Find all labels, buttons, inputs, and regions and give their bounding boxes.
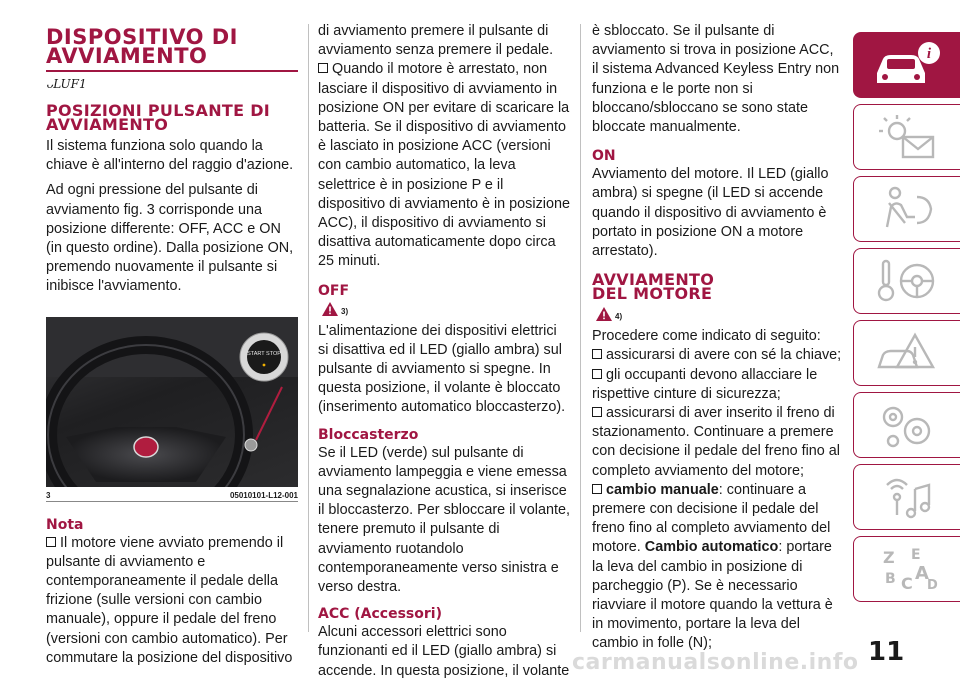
tab-maintenance[interactable] bbox=[853, 392, 960, 458]
start-button-label: START STOP bbox=[247, 350, 281, 357]
dashboard-illustration bbox=[46, 317, 298, 487]
warning-ref-number: 4) bbox=[615, 312, 623, 322]
svg-text:B: B bbox=[885, 571, 896, 587]
acc-text: Alcuni accessori elettrici sono funzionanti ed il LED (giallo ambra) si accende. In questa posizione, il volante bbox=[318, 624, 570, 678]
brand-badge bbox=[134, 437, 158, 457]
procedure-intro: Procedere come indicato di seguito: bbox=[592, 328, 821, 345]
svg-text:E: E bbox=[911, 547, 921, 563]
figure-start-button bbox=[46, 317, 298, 487]
tab-safety[interactable] bbox=[853, 176, 960, 242]
multimedia-icon bbox=[871, 471, 943, 523]
tab-starting-driving[interactable] bbox=[853, 248, 960, 314]
note-text: Il motore viene avviato premendo il pulsante di avviamento e contemporaneamente il pedale della frizione (sulle versioni con cambio manuale), oppure il pedale del freno (versioni con cambio automatico). Per commutare la posizione del dispositivo bbox=[46, 534, 293, 666]
starting-driving-icon bbox=[871, 255, 943, 307]
acc-heading: ACC (Accessori) bbox=[318, 606, 442, 623]
callout-line bbox=[256, 387, 282, 440]
tab-index[interactable] bbox=[853, 536, 960, 602]
bullet-square bbox=[592, 369, 602, 379]
page-title: DISPOSITIVO DI AVVIAMENTO bbox=[46, 25, 238, 68]
start-warning-ref bbox=[596, 307, 842, 321]
column-divider-1 bbox=[308, 24, 309, 632]
off-heading: OFF bbox=[318, 282, 350, 299]
column-divider-2 bbox=[580, 24, 581, 632]
car-info-icon bbox=[871, 39, 943, 91]
engine-start-heading: AVVIAMENTO DEL MOTORE bbox=[592, 270, 715, 304]
bullet-square bbox=[592, 407, 602, 417]
figure-number: 3 bbox=[46, 490, 51, 500]
figure-caption-rule bbox=[46, 501, 298, 502]
tab-car-info[interactable] bbox=[853, 32, 960, 98]
on-text: Avviamento del motore. Il LED (giallo ambra) si spegne (il LED si accende quando il dispositivo di avviamento è portato in posizione ON a motore arrestato). bbox=[592, 166, 829, 260]
page-number: 11 bbox=[868, 637, 905, 667]
svg-text:Z: Z bbox=[883, 548, 895, 567]
steering-lock-text: Se il LED (verde) sul pulsante di avviamento lampeggia e viene emessa una segnalazione acustica, si inserisce il bloccasterzo. Per sbloccare il volante, tenere premuto il pulsante di avviamento ruotandolo contemporaneamente verso sinistra e verso destra. bbox=[318, 444, 570, 596]
bullet-square bbox=[592, 484, 602, 494]
list-item: gli occupanti devono allacciare le rispettive cinture di sicurezza; bbox=[592, 366, 818, 402]
emergency-icon bbox=[871, 327, 943, 379]
bullet-square bbox=[318, 63, 328, 73]
paragraph-acc-continued: è sbloccato. Se il pulsante di avviamento si trova in posizione ACC, il sistema Advanced Keyless Entry non funziona e le porte non si bloccano/sbloccano se sono state bloccate manualmente. bbox=[592, 23, 840, 136]
paragraph-continue-press: di avviamento premere il pulsante di avviamento senza premere il pedale. bbox=[318, 23, 554, 59]
list-item: assicurarsi di avere con sé la chiave; bbox=[592, 346, 842, 365]
button-location-marker bbox=[245, 439, 257, 451]
on-heading: ON bbox=[592, 148, 616, 165]
steering-lock-heading: Bloccasterzo bbox=[318, 426, 419, 443]
paragraph-battery-warning: Quando il motore è arrestato, non lasciare il dispositivo di avviamento in posizione ON per evitare di scaricare la batteria. Se il dispositivo di avviamento è lasciato in posizione ACC (versioni con cambio automatico, la leva selettrice è in posizione P e il dispositivo di avviamento è in posizione ACC), il dispositivo di avviamento si disattiva automaticamente dopo circa 25 minuti. bbox=[318, 61, 570, 270]
warning-triangle-icon bbox=[596, 307, 612, 321]
svg-text:A: A bbox=[915, 563, 929, 584]
tab-warning-lights[interactable] bbox=[853, 104, 960, 170]
warning-lights-icon bbox=[871, 111, 943, 163]
section-heading-positions: POSIZIONI PULSANTE DI AVVIAMENTO bbox=[46, 101, 271, 134]
index-icon bbox=[871, 543, 943, 595]
svg-text:i: i bbox=[926, 46, 932, 62]
figure-code: 05010101-L12-001 bbox=[229, 490, 298, 500]
warning-ref-number: 3) bbox=[341, 306, 349, 316]
tab-multimedia[interactable] bbox=[853, 464, 960, 530]
paragraph-key-range: Il sistema funziona solo quando la chiave è all'interno del raggio d'azione. bbox=[46, 138, 294, 174]
section-logo bbox=[46, 76, 298, 92]
title-rule bbox=[46, 70, 298, 72]
column-2 bbox=[318, 22, 570, 678]
bullet-square bbox=[46, 537, 56, 547]
list-item: assicurarsi di aver inserito il freno di stazionamento. Continuare a premere con decisione il pedale del freno fino al completo avviamento del motore; bbox=[592, 405, 841, 479]
list-item: cambio manuale: continuare a premere con decisione il pedale del freno fino al completo avviamento del motore. Cambio automatico: portare la leva del cambio in posizione di parcheggio (P). Se è necessario riavviare il motore quando la vettura è in movimento, portare la leva del cambio in folle (N); bbox=[592, 481, 833, 652]
column-1 bbox=[46, 25, 298, 668]
safety-icon bbox=[871, 183, 943, 235]
tab-emergency[interactable] bbox=[853, 320, 960, 386]
maintenance-icon bbox=[871, 399, 943, 451]
svg-text:C: C bbox=[901, 574, 913, 593]
paragraph-button-positions: Ad ogni pressione del pulsante di avviamento fig. 3 corrisponde una posizione differente: OFF, ACC e ON (in questo ordine). Dalla posizione ON, premendo nuovamente il pulsante si inibisce l'avviamento. bbox=[46, 182, 294, 295]
column-3 bbox=[592, 22, 842, 654]
svg-text:D: D bbox=[927, 578, 938, 593]
bullet-square bbox=[592, 349, 602, 359]
warning-triangle-icon bbox=[322, 302, 338, 316]
watermark: carmanualsonline.info bbox=[572, 650, 859, 675]
note-heading: Nota bbox=[46, 516, 84, 533]
figure-caption bbox=[46, 491, 298, 500]
model-logo-text: ᴗLUF1 bbox=[46, 77, 87, 91]
off-text: L'alimentazione dei dispositivi elettrici si disattiva ed il LED (giallo ambra) sul pulsante di avviamento si spegne. In questa posizione, il volante è bloccato (inserimento automatico bloccasterzo). bbox=[318, 322, 566, 416]
off-warning-ref bbox=[322, 302, 570, 316]
